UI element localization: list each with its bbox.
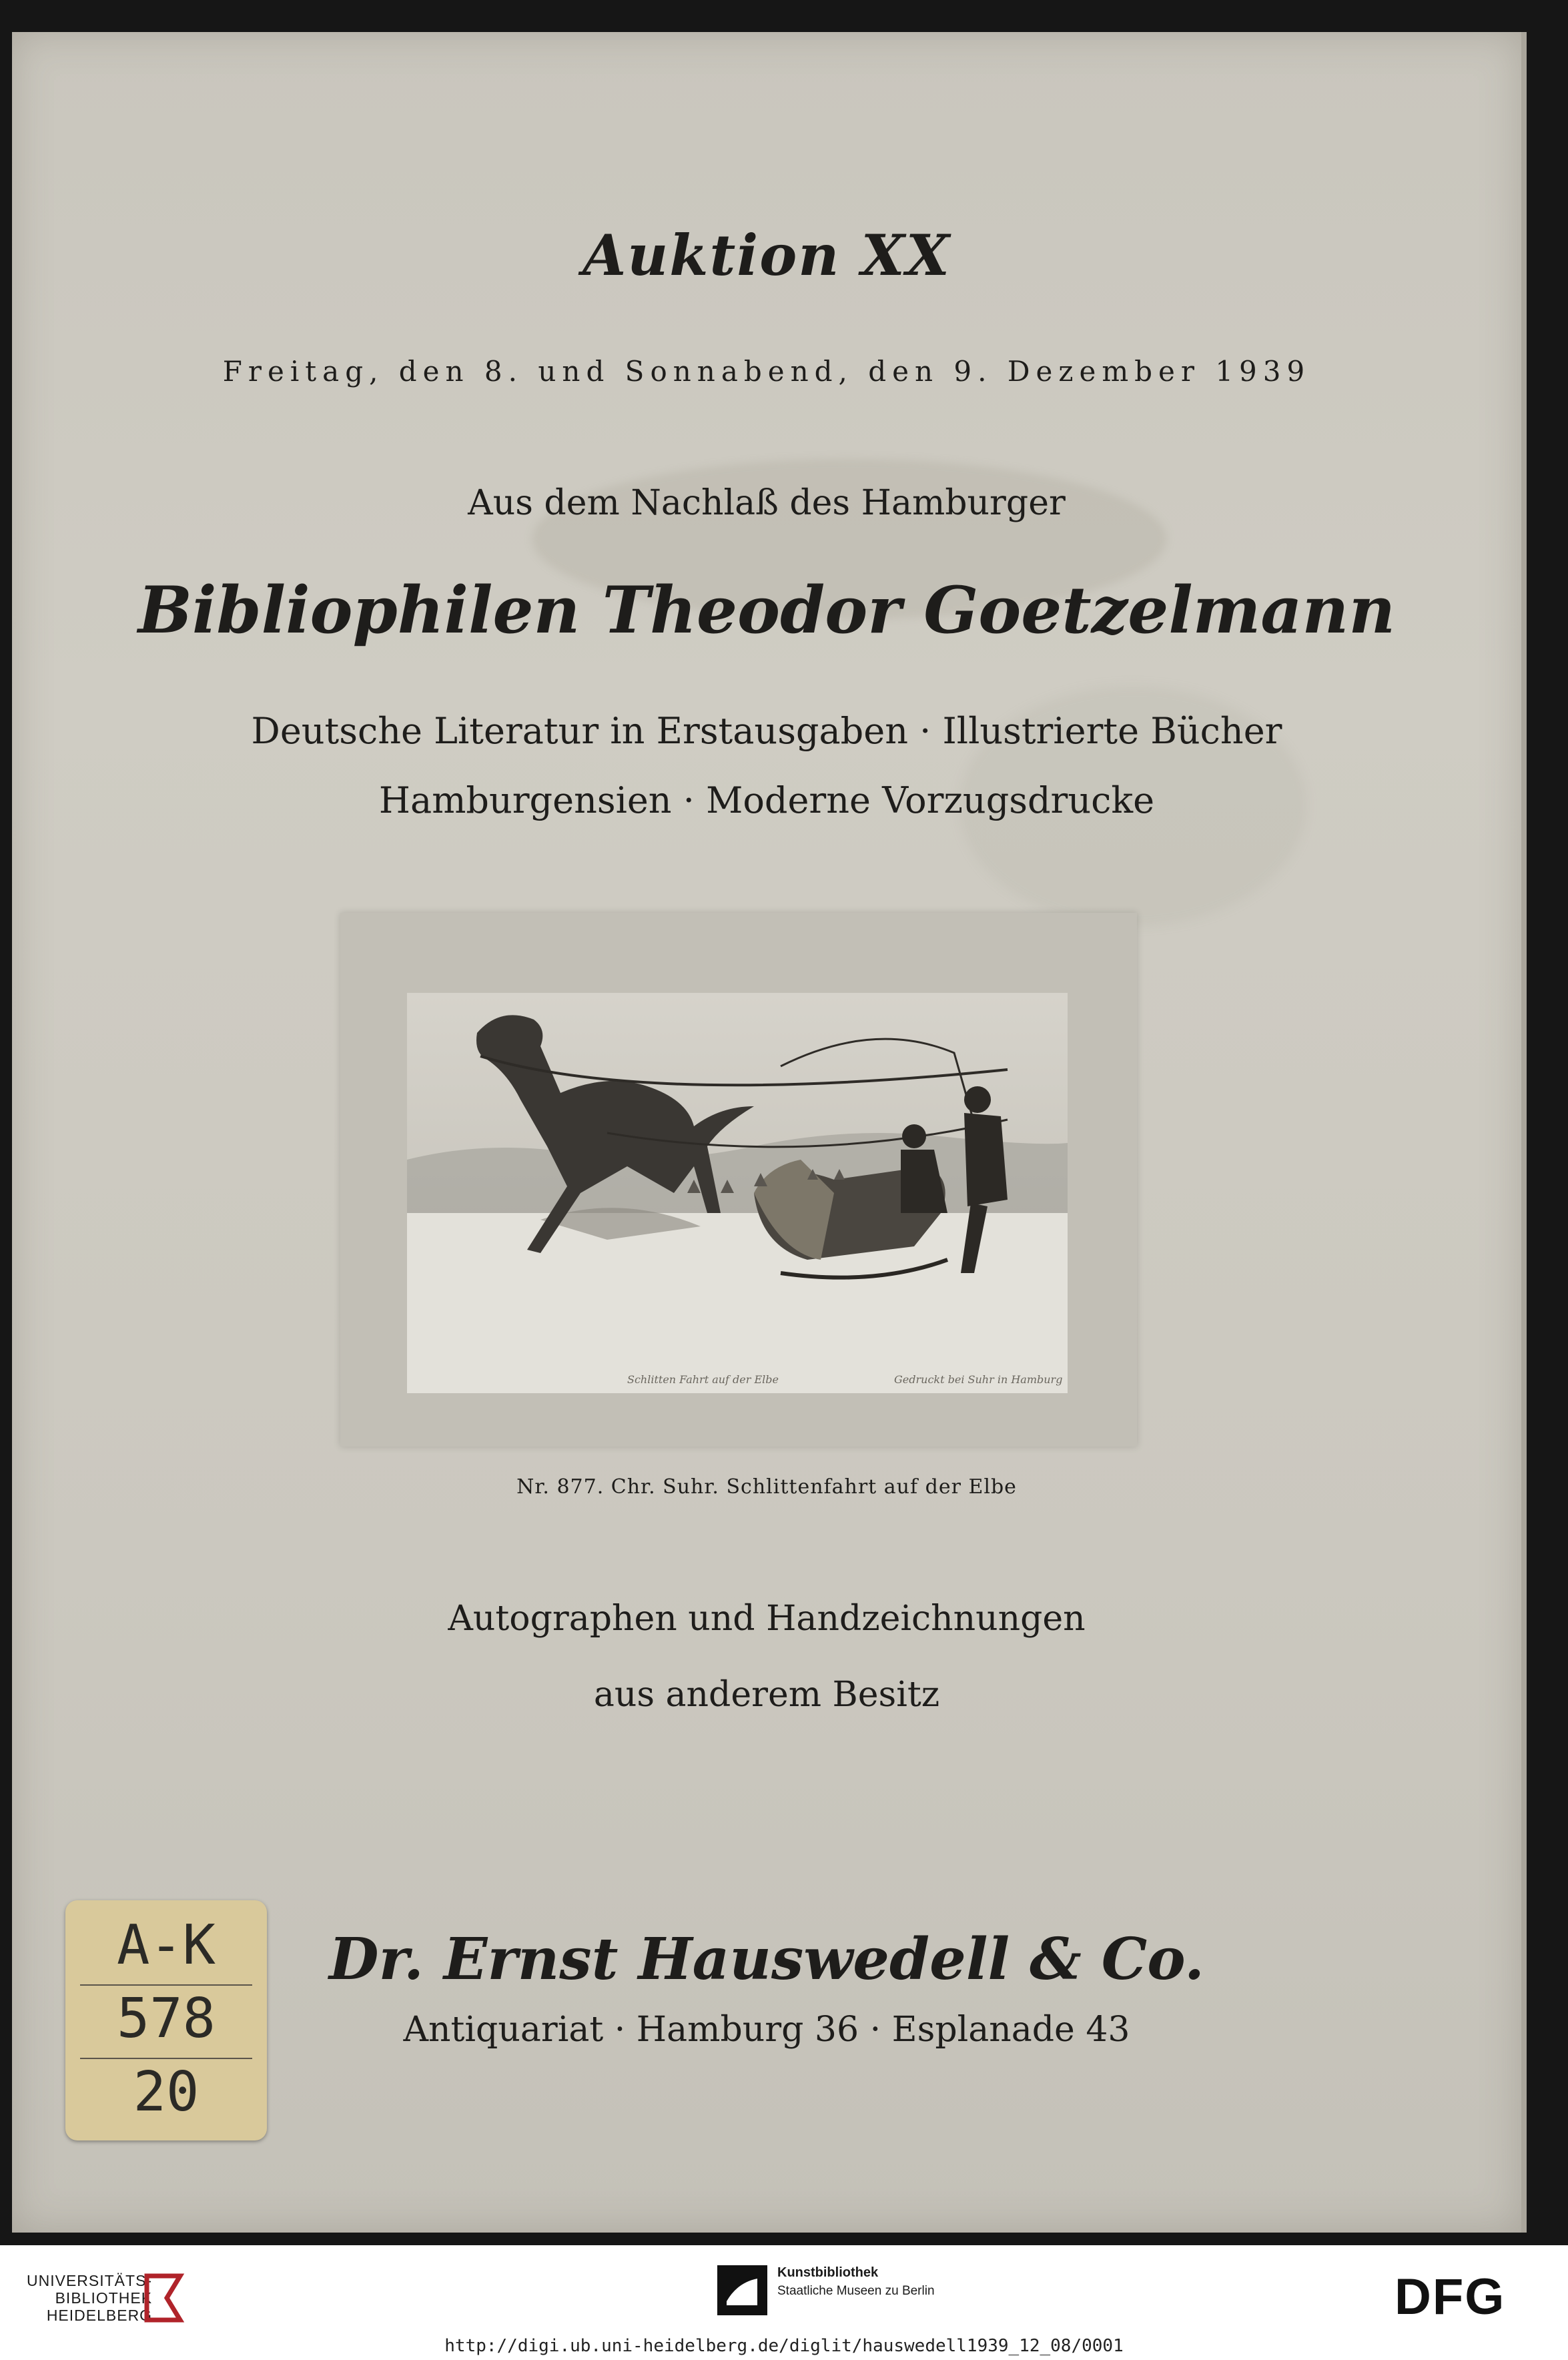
shelf-label-line-2: 578: [116, 1987, 216, 2050]
topics-line-1: Deutsche Literatur in Erstausgaben · Illustrierte Bücher: [251, 710, 1282, 752]
university-line-1: UNIVERSITÄTS-: [27, 2272, 153, 2289]
additional-content-line-2: aus anderem Besitz: [593, 1675, 940, 1715]
publisher-firm: Dr. Ernst Hauswedell & Co.: [329, 1926, 1204, 1993]
engraving-inscription-right: Gedruckt bei Suhr in Hamburg: [894, 1373, 1063, 1386]
collector-name: Bibliophilen Theodor Goetzelmann: [137, 572, 1396, 648]
shelf-label-line-3: 20: [133, 2060, 200, 2124]
partner-subtitle: Staatliche Museen zu Berlin: [777, 2284, 935, 2298]
kunstbibliothek-logo-icon: [717, 2265, 767, 2315]
publisher-address: Antiquariat · Hamburg 36 · Esplanade 43: [403, 2010, 1130, 2050]
permalink-url[interactable]: http://digi.ub.uni-heidelberg.de/diglit/hauswedell1939_12_08/0001: [444, 2336, 1124, 2356]
engraving-illustration: [407, 993, 1068, 1393]
engraving-inscription-left: Schlitten Fahrt auf der Elbe: [627, 1373, 779, 1386]
plate-caption: Nr. 877. Chr. Suhr. Schlittenfahrt auf der Elbe: [516, 1475, 1017, 1499]
catalog-cover-page: [12, 32, 1527, 2233]
partner-title: Kunstbibliothek: [777, 2265, 879, 2280]
shelf-label-rule: [80, 2058, 252, 2059]
shelf-label-line-1: A-K: [116, 1914, 216, 1977]
topics-line-2: Hamburgensien · Moderne Vorzugsdrucke: [378, 779, 1155, 821]
library-shelf-label: [65, 1900, 267, 2140]
university-library-name: [27, 2272, 152, 2324]
auction-dates: Freitag, den 8. und Sonnabend, den 9. Dezember 1939: [222, 355, 1311, 388]
dfg-logo: DFG: [1395, 2269, 1506, 2325]
provenance-intro: Aus dem Nachlaß des Hamburger: [468, 483, 1066, 523]
shelf-label-rule: [80, 1984, 252, 1986]
sleigh-ride-engraving: [340, 913, 1137, 1447]
digitization-footer: [0, 2245, 1568, 2360]
university-line-2: BIBLIOTHEK: [55, 2289, 153, 2307]
university-line-3: HEIDELBERG: [46, 2307, 153, 2324]
additional-content-line-1: Autographen und Handzeichnungen: [448, 1599, 1086, 1639]
auction-title: Auktion XX: [582, 222, 951, 288]
university-logo-icon: [140, 2269, 187, 2327]
